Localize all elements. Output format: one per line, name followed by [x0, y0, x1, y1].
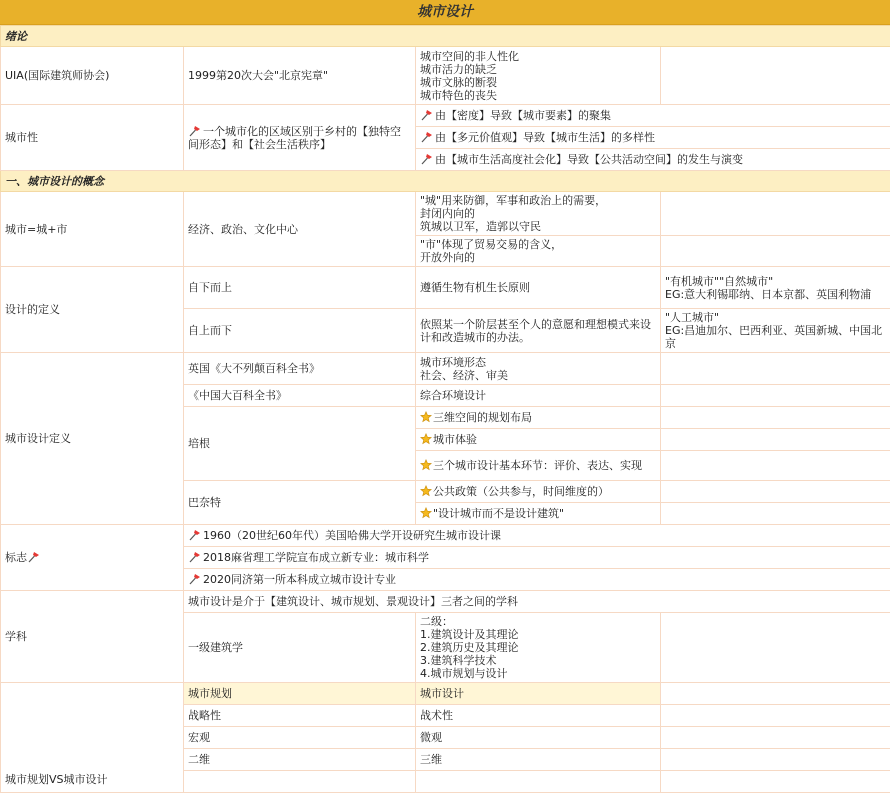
table-row	[1, 192, 890, 236]
list-item[interactable]	[416, 127, 890, 149]
pushpin-icon	[188, 125, 202, 137]
compare-cell[interactable]: 二维	[184, 749, 416, 771]
topic-detail[interactable]	[416, 47, 661, 105]
star-icon	[420, 507, 432, 519]
topic-value[interactable]: 1999第20次大会"北京宪章"	[184, 47, 416, 105]
section-title[interactable]: 绪论	[1, 26, 890, 47]
list-item-text: "设计城市而不是设计建筑"	[433, 507, 564, 520]
table-row	[1, 353, 890, 385]
list-item-text: 由【密度】导致【城市要素】的聚集	[435, 109, 611, 122]
pushpin-icon	[420, 153, 434, 165]
list-item[interactable]	[416, 149, 890, 171]
pushpin-icon	[188, 529, 202, 541]
topic-note[interactable]	[661, 309, 890, 353]
list-item-text: 1960（20世纪60年代）美国哈佛大学开设研究生城市设计课	[203, 529, 501, 542]
table-row	[1, 683, 890, 705]
topic-note[interactable]	[661, 267, 890, 309]
star-icon	[420, 411, 432, 423]
pushpin-icon	[188, 573, 202, 585]
topic-value[interactable]: 自上而下	[184, 309, 416, 353]
topic-value[interactable]: 英国《大不列颠百科全书》	[184, 353, 416, 385]
list-item-text: 城市体验	[433, 433, 477, 446]
pushpin-icon	[420, 131, 434, 143]
topic-label[interactable]: 设计的定义	[1, 267, 184, 353]
detail-line: 城市文脉的断裂	[420, 76, 656, 89]
topic-label[interactable]: 城市设计定义	[1, 353, 184, 525]
detail-line: "城"用来防御，军事和政治上的需要，	[420, 194, 656, 207]
topic-label[interactable]: UIA(国际建筑师协会)	[1, 47, 184, 105]
detail-line: 城市特色的丧失	[420, 89, 656, 102]
list-item[interactable]	[416, 429, 661, 451]
compare-cell[interactable]: 城市设计	[416, 683, 661, 705]
list-item-text: 2020同济第一所本科成立城市设计专业	[203, 573, 396, 586]
detail-line: "市"体现了贸易交易的含义，	[420, 238, 656, 251]
section-row-concept	[1, 171, 890, 192]
list-item-text: 2018麻省理工学院宣布成立新专业：城市科学	[203, 551, 429, 564]
detail-line: 3.建筑科学技术	[420, 654, 656, 667]
pushpin-icon	[188, 551, 202, 563]
compare-cell[interactable]: 微观	[416, 727, 661, 749]
table-row	[1, 105, 890, 127]
note-line: EG:意大利锡耶纳、日本京都、英国利物浦	[665, 288, 886, 301]
topic-label[interactable]	[1, 525, 184, 591]
table-row	[1, 47, 890, 105]
topic-label[interactable]: 城市规划VS城市设计	[1, 683, 184, 793]
pushpin-icon	[420, 109, 434, 121]
list-item[interactable]	[416, 451, 661, 481]
star-icon	[420, 433, 432, 445]
compare-cell[interactable]: 宏观	[184, 727, 416, 749]
topic-detail[interactable]	[416, 236, 661, 267]
list-item-text: 由【城市生活高度社会化】导致【公共活动空间】的发生与演变	[435, 153, 743, 166]
star-icon	[420, 485, 432, 497]
list-item-text: 三个城市设计基本环节：评价、表达、实现	[433, 459, 642, 472]
star-icon	[420, 459, 432, 471]
topic-detail[interactable]	[416, 192, 661, 236]
detail-line: 开放外向的	[420, 251, 656, 264]
list-item[interactable]	[184, 569, 890, 591]
detail-line: 筑城以卫军，造郭以守民	[420, 220, 656, 233]
list-item[interactable]	[184, 525, 890, 547]
detail-line: 4.城市规划与设计	[420, 667, 656, 680]
topic-detail[interactable]	[416, 353, 661, 385]
topic-label-text: 标志	[5, 551, 27, 564]
list-item[interactable]	[184, 547, 890, 569]
topic-value[interactable]: 培根	[184, 407, 416, 481]
topic-value[interactable]: 经济、政治、文化中心	[184, 192, 416, 267]
compare-cell[interactable]: 三维	[416, 749, 661, 771]
topic-label[interactable]: 城市性	[1, 105, 184, 171]
list-item[interactable]	[416, 105, 890, 127]
topic-label[interactable]: 城市=城+市	[1, 192, 184, 267]
detail-line: 2.建筑历史及其理论	[420, 641, 656, 654]
pushpin-icon	[27, 551, 41, 563]
list-item-text: 三维空间的规划布局	[433, 411, 532, 424]
topic-value[interactable]	[184, 105, 416, 171]
urbanity-desc: 一个城市化的区域区别于乡村的【独特空间形态】和【社会生活秩序】	[188, 125, 401, 151]
note-line: "有机城市""自然城市"	[665, 275, 886, 288]
compare-cell[interactable]: 城市规划	[184, 683, 416, 705]
table-row	[1, 267, 890, 309]
detail-line: 社会、经济、审美	[420, 369, 656, 382]
list-item-text: 由【多元价值观】导致【城市生活】的多样性	[435, 131, 655, 144]
topic-value[interactable]: 一级建筑学	[184, 613, 416, 683]
topic-value[interactable]: 自下而上	[184, 267, 416, 309]
topic-label[interactable]: 学科	[1, 591, 184, 683]
topic-detail[interactable]: 综合环境设计	[416, 385, 661, 407]
note-line: "人工城市"	[665, 311, 886, 324]
table-row	[1, 525, 890, 547]
topic-detail[interactable]	[416, 613, 661, 683]
detail-line: 封闭内向的	[420, 207, 656, 220]
detail-line: 1.建筑设计及其理论	[420, 628, 656, 641]
detail-line: 二级：	[420, 615, 656, 628]
topic-value[interactable]: 城市设计是介于【建筑设计、城市规划、景观设计】三者之间的学科	[184, 591, 890, 613]
outline-table	[0, 25, 890, 793]
list-item[interactable]	[416, 481, 661, 503]
topic-detail[interactable]: 遵循生物有机生长原则	[416, 267, 661, 309]
section-row-intro	[1, 26, 890, 47]
table-row	[1, 591, 890, 613]
list-item[interactable]	[416, 407, 661, 429]
detail-line: 城市空间的非人性化	[420, 50, 656, 63]
topic-detail[interactable]: 依照某一个阶层甚至个人的意愿和理想模式来设计和改造城市的办法。	[416, 309, 661, 353]
detail-line: 城市环境形态	[420, 356, 656, 369]
note-line: EG:昌迪加尔、巴西利亚、英国新城、中国北京	[665, 324, 886, 350]
topic-value[interactable]: 巴奈特	[184, 481, 416, 525]
detail-line: 城市活力的缺乏	[420, 63, 656, 76]
compare-cell[interactable]: 战略性	[184, 705, 416, 727]
list-item[interactable]	[416, 503, 661, 525]
topic-value[interactable]: 《中国大百科全书》	[184, 385, 416, 407]
compare-cell[interactable]: 战术性	[416, 705, 661, 727]
list-item-text: 公共政策（公共参与，时间维度的）	[433, 485, 609, 498]
section-title[interactable]: 一、城市设计的概念	[1, 171, 890, 192]
sheet-title: 城市设计	[0, 0, 890, 25]
